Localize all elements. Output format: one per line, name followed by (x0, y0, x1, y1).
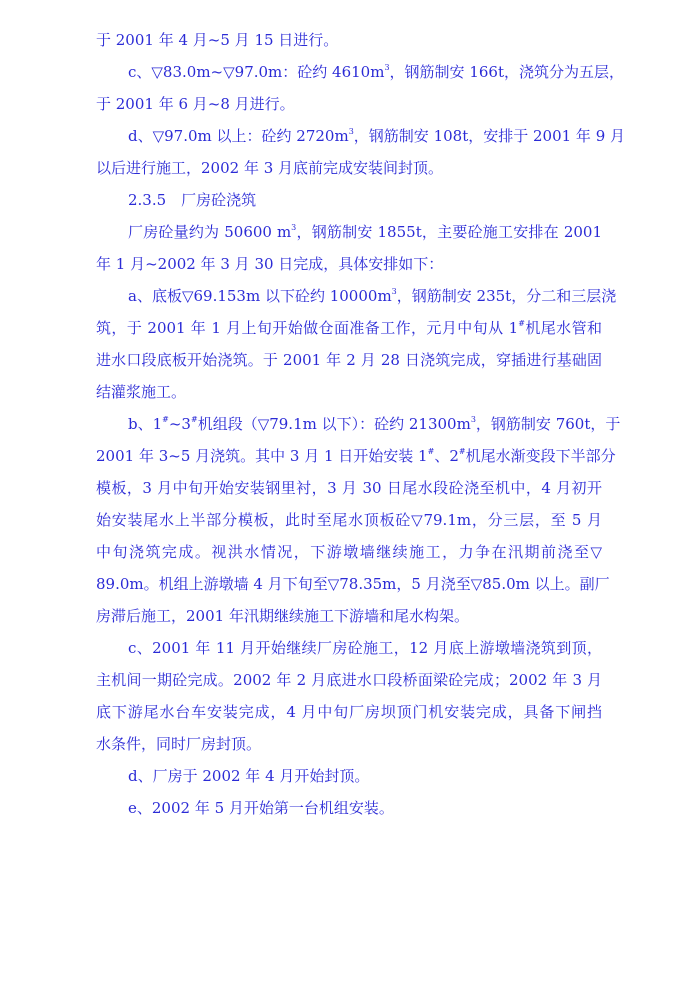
text-line: d、厂房于 2002 年 4 月开始封顶。 (128, 767, 370, 785)
text-line: 模板，3 月中旬开始安装钢里衬，3 月 30 日尾水段砼浇至机中，4 月初开 (96, 479, 602, 497)
text-line: 89.0m。机组上游墩墙 4 月下旬至▽78.35m，5 月浇至▽85.0m 以上。副厂 (96, 575, 610, 593)
paragraph (96, 760, 602, 792)
paragraph (96, 280, 617, 408)
text-line: 结灌浆施工。 (96, 383, 187, 401)
text-line: 2.3.5 厂房砼浇筑 (128, 191, 257, 209)
paragraph (96, 24, 602, 56)
text-line: 房滞后施工，2001 年汛期继续施工下游墙和尾水构架。 (96, 607, 469, 625)
superscript: 3 (291, 223, 297, 232)
text-line: e、2002 年 5 月开始第一台机组安装。 (128, 799, 394, 817)
superscript: # (190, 415, 198, 424)
paragraph (96, 632, 602, 760)
text-line: a、底板▽69.153m 以下砼约 $10000m^3$，钢筋制安 235t，分二和三层浇 (128, 287, 617, 305)
text-line: 进水口段底板开始浇筑。于 2001 年 2 月 28 日浇筑完成，穿插进行基础固 (96, 351, 602, 369)
text-line: 厂房砼量约为 50600 $m^3$，钢筋制安 1855t，主要砼施工安排在 2001 (128, 223, 602, 241)
superscript: 3 (348, 127, 354, 136)
text-line: 中旬浇筑完成。视洪水情况，下游墩墙继续施工，力争在汛期前浇至▽ (96, 543, 602, 561)
paragraph (96, 184, 602, 216)
text-line: 筑，于 2001 年 1 月上旬开始做仓面准备工作，元月中旬从 1#机尾水管和 (96, 319, 602, 337)
paragraph (96, 216, 602, 280)
text-line: 底下游尾水台车安装完成，4 月中旬厂房坝顶门机安装完成，具备下闸挡 (96, 703, 602, 721)
text-line: c、▽83.0m~▽97.0m：砼约 $4610m^3$，钢筋制安 166t，浇筑分为五层， (128, 63, 624, 81)
paragraph (96, 56, 624, 120)
text-line: 水条件，同时厂房封顶。 (96, 735, 262, 753)
superscript: 3 (470, 415, 476, 424)
text-line: 年 1 月~2002 年 3 月 30 日完成，具体安排如下： (96, 255, 444, 273)
document-page (96, 24, 626, 824)
text-line: 于 2001 年 4 月~5 月 15 日进行。 (96, 31, 339, 49)
text-line: b、1#~3#机组段（▽79.1m 以下）：砼约 $21300m^3$，钢筋制安 760t，于 (128, 415, 621, 433)
superscript: 3 (391, 287, 397, 296)
paragraph (96, 792, 602, 824)
superscript: # (427, 447, 435, 456)
superscript: 3 (384, 63, 390, 72)
superscript: # (458, 447, 466, 456)
text-line: 于 2001 年 6 月~8 月进行。 (96, 95, 295, 113)
text-line: 主机间一期砼完成。2002 年 2 月底进水口段桥面梁砼完成；2002 年 3 月 (96, 671, 602, 689)
text-line: d、▽97.0m 以上：砼约 $2720m^3$，钢筋制安 108t，安排于 2001 年 9 月 (128, 127, 626, 145)
paragraph (96, 120, 626, 184)
superscript: # (162, 415, 169, 424)
text-line: 始安装尾水上半部分模板，此时至尾水顶板砼▽79.1m，分三层，至 5 月 (96, 511, 602, 529)
text-line: c、2001 年 11 月开始继续厂房砼施工，12 月底上游墩墙浇筑到顶， (128, 639, 602, 657)
text-line: 2001 年 3~5 月浇筑。其中 3 月 1 日开始安装 1#、2#机尾水渐变段下半部分 (96, 447, 616, 465)
superscript: # (518, 319, 525, 328)
text-line: 以后进行施工，2002 年 3 月底前完成安装间封顶。 (96, 159, 444, 177)
paragraph (96, 408, 621, 632)
